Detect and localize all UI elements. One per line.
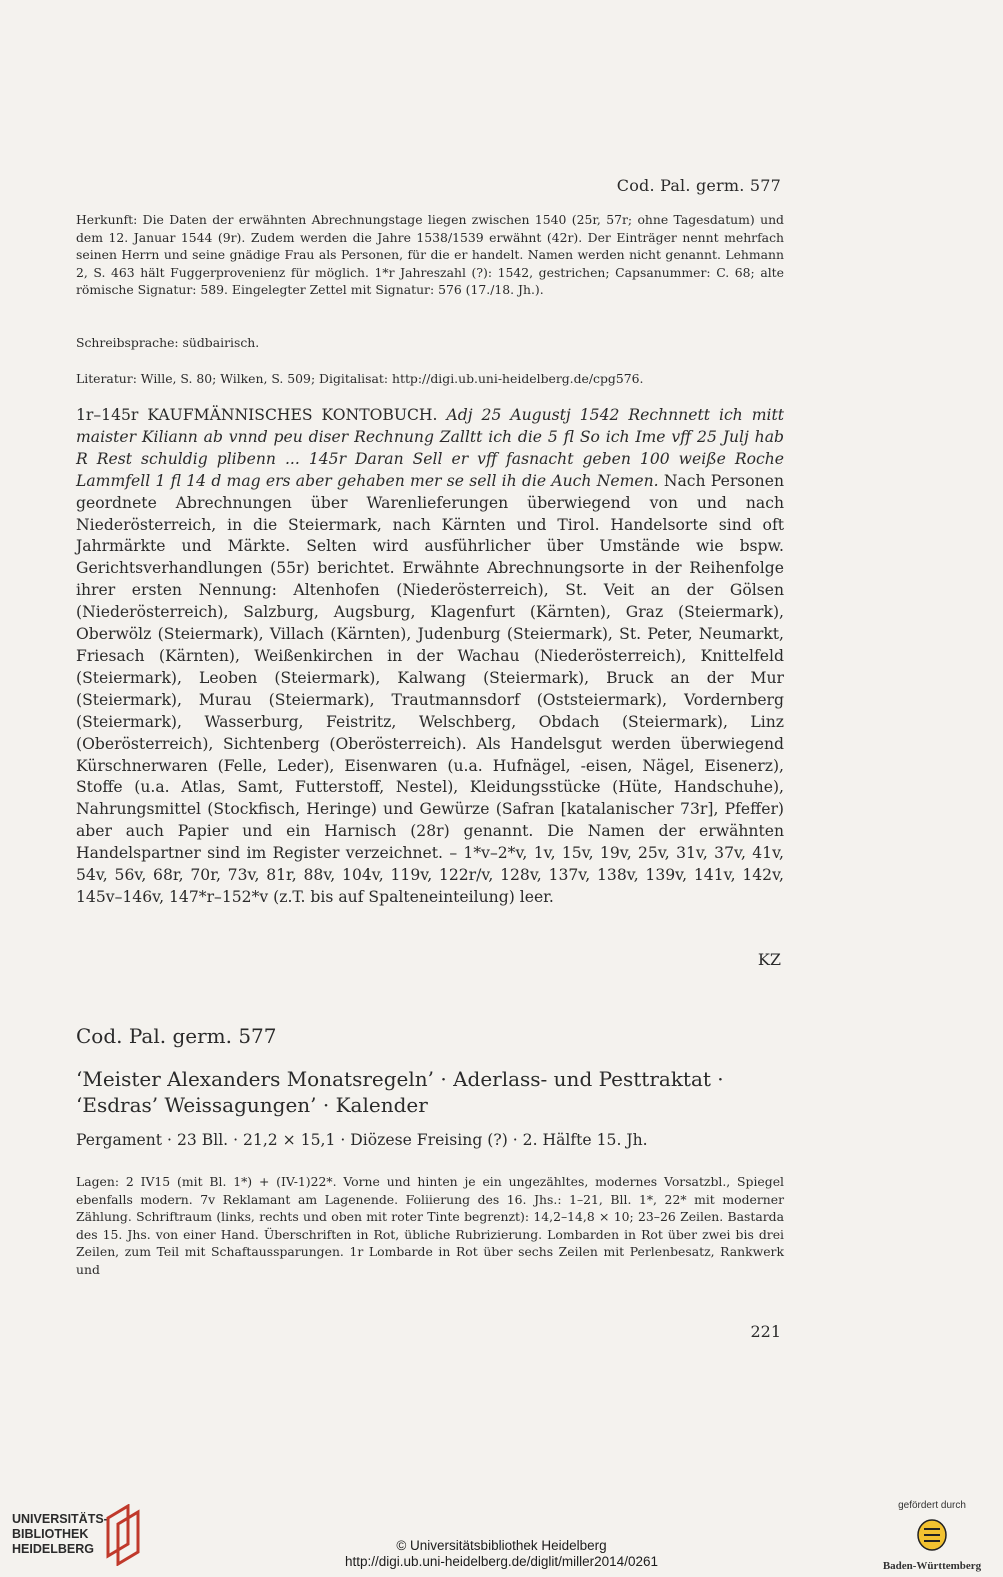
permalink[interactable]: http://digi.ub.uni-heidelberg.de/diglit/miller2014/0261: [345, 1554, 658, 1569]
literatur-line: Literatur: Wille, S. 80; Wilken, S. 509; Digitalisat: http://digi.ub.uni-heidelberg.de/cpg576.: [76, 371, 644, 386]
crest-icon: [916, 1517, 948, 1553]
schreibsprache-line: Schreibsprache: südbairisch.: [76, 335, 260, 350]
entry-incipit: Adj 25 Augustj 1542 Rechnnett ich mitt maister Kiliann ab vnnd peu diser Rechnung Zalltt ich die 5 fl So ich Ime vff 25 Julj hab R Rest schuldig plibenn ... 145r Daran Sell er vff fasnacht geben 100 weiße Roche Lammfell 1 fl 14 d mag ers aber gehaben mer se sell ih die Auch Nemen.: [76, 406, 784, 490]
copyright-text: © Universitätsbibliothek Heidelberg: [396, 1538, 607, 1553]
running-head: Cod. Pal. germ. 577: [616, 176, 781, 195]
codex-meta: Pergament · 23 Bll. · 21,2 × 15,1 · Diözese Freising (?) · 2. Hälfte 15. Jh.: [76, 1131, 648, 1149]
entry-paragraph: [76, 405, 784, 909]
copyright-block: [0, 1538, 1003, 1570]
funder-logo: [872, 1500, 992, 1574]
funded-by-label: gefördert durch: [898, 1500, 966, 1511]
funder-name: Baden-Württemberg: [882, 1560, 982, 1572]
footer-bar: [0, 1488, 1003, 1577]
work-title: ‘Meister Alexanders Monatsregeln’ · Aderlass- und Pesttraktat · ‘Esdras’ Weissagungen’ · Kalender: [76, 1067, 724, 1117]
page-number: 221: [750, 1322, 781, 1341]
entry-heading: KAUFMÄNNISCHES KONTOBUCH.: [147, 406, 438, 424]
herkunft-paragraph: Herkunft: Die Daten der erwähnten Abrechnungstage liegen zwischen 1540 (25r, 57r; ohne Tagesdatum) und dem 12. Januar 1544 (9r). Zudem werden die Jahre 1538/1539 erwähnt (42r). Der Einträger nennt mehrfach seinen Herrn und seine gnädige Frau als Personen, für die er handelt. Namen werden nicht genannt. Lehmann 2, S. 463 hält Fuggerprovenienz für möglich. 1*r Jahreszahl (?): 1542, gestrichen; Capsanummer: C. 68; alte römische Signatur: 589. Eingelegter Zettel mit Signatur: 576 (17./18. Jh.).: [76, 212, 784, 298]
lagen-paragraph: Lagen: 2 IV15 (mit Bl. 1*) + (IV-1)22*. Vorne und hinten je ein ungezähltes, modernes Vorsatzbl., Spiegel ebenfalls modern. 7v Reklamant am Lagenende. Foliierung des 16. Jhs.: 1–21, Bll. 1*, 22* mit moderner Zählung. Schriftraum (links, rechts und oben mit roter Tinte begrenzt): 14,2–14,8 × 10; 23–26 Zeilen. Bastarda des 15. Jhs. von einer Hand. Überschriften in Rot, übliche Rubrizierung. Lombarden in Rot über zwei bis drei Zeilen, zum Teil mit Schaftaussparungen. 1r Lombarde in Rot über sechs Zeilen mit Perlenbesatz, Rankwerk und: [76, 1174, 784, 1277]
entry-body: Nach Personen geordnete Abrechnungen über Warenlieferungen überwiegend von und nach Niederösterreich, in die Steiermark, nach Kärnten und Tirol. Handelsorte sind oft Jahrmärkte und Märkte. Selten wird ausführlicher über Umstände wie bspw. Gerichtsverhandlungen (55r) berichtet. Erwähnte Abrechnungsorte in der Reihenfolge ihrer ersten Nennung: Altenhofen (Niederösterreich), St. Veit an der Gölsen (Niederösterreich), Salzburg, Augsburg, Klagenfurt (Kärnten), Graz (Steiermark), Oberwölz (Steiermark), Villach (Kärnten), Judenburg (Steiermark), St. Peter, Neumarkt, Friesach (Kärnten), Weißenkirchen in der Wachau (Niederösterreich), Knittelfeld (Steiermark), Leoben (Steiermark), Kalwang (Steiermark), Bruck an der Mur (Steiermark), Murau (Steiermark), Trautmannsdorf (Oststeiermark), Vordernberg (Steiermark), Wasserburg, Feistritz, Welschberg, Obdach (Steiermark), Linz (Oberösterreich), Sichtenberg (Oberösterreich). Als Handelsgut werden überwiegend Kürschnerwaren (Felle, Leder), Eisenwaren (u.a. Hufnägel, -eisen, Nägel, Eisenerz), Stoffe (u.a. Atlas, Samt, Futterstoff, Nestel), Kleidungsstücke (Hüte, Handschuhe), Nahrungsmittel (Stockfisch, Heringe) und Gewürze (Safran [katalanischer 73r], Pfeffer) aber auch Papier und ein Harnisch (28r) genannt. Die Namen der erwähnten Handelspartner sind im Register verzeichnet. – 1*v–2*v, 1v, 15v, 19v, 25v, 31v, 37v, 41v, 54v, 56v, 68r, 70r, 73v, 81r, 88v, 104v, 119v, 122r/v, 128v, 137v, 138v, 139v, 141v, 142v, 145v–146v, 147*r–152*v (z.T. bis auf Spalteneinteilung) leer.: [76, 471, 784, 906]
codex-title: Cod. Pal. germ. 577: [76, 1024, 277, 1048]
entry-locator: 1r–145r: [76, 406, 139, 424]
author-initials: KZ: [757, 950, 781, 969]
library-name: UNIVERSITÄTS- BIBLIOTHEK HEIDELBERG: [12, 1512, 108, 1556]
